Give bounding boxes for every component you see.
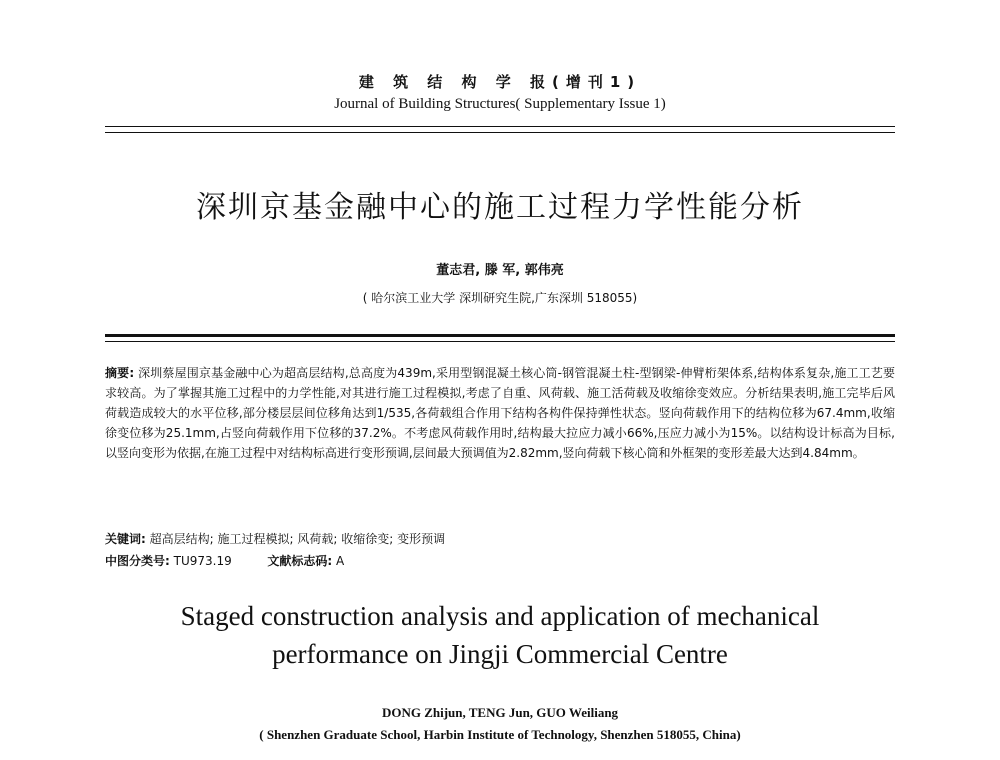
title-en-line1: Staged construction analysis and application of mechanical [180,601,820,631]
keywords-label: 关键词: [105,532,146,546]
journal-header [0,72,1000,114]
classification [105,552,895,570]
authors-cn: 董志君, 滕 军, 郭伟亮 [436,263,564,278]
section-rule-thin [105,341,895,342]
title-en-line2: performance on Jingji Commercial Centre [272,639,728,669]
doc-code-value: A [336,554,345,568]
authors-en: DONG Zhijun, TENG Jun, GUO Weiliang [381,705,619,720]
header-rule-top [105,126,895,127]
clc-label: 中图分类号: [105,554,170,568]
section-rule-thick [105,334,895,337]
clc-value: TU973.19 [173,554,232,568]
abstract [105,363,895,463]
doc-code-label: 文献标志码: [267,554,333,568]
affiliation-cn: ( 哈尔滨工业大学 深圳研究生院,广东深圳 518055) [362,291,638,305]
keywords [105,530,895,548]
abstract-text: 深圳蔡屋围京基金融中心为超高层结构,总高度为439m,采用型钢混凝土核心筒-钢管混凝土柱-型钢梁-伸臂桁架体系,结构体系复杂,施工工艺要求较高。为了掌握其施工过程中的力学性能,对其进行施工过程模拟,考虑了自重、风荷载、施工活荷载及收缩徐变效应。分析结果表明,施工完毕后风荷载造成较大的水平位移,部分楼层层间位移角达到1/535,各荷载组合作用下结构各构件保持弹性状态。竖向荷载作用下的结构位移为67.4mm,收缩徐变位移为25.1mm,占竖向荷载作用下位移的37.2%。不考虑风荷载作用时,结构最大拉应力减小66%,压应力减小为15%。以结构设计标高为目标,以竖向变形为依据,在施工过程中对结构标高进行变形预调,层间最大预调值为2.82mm,竖向荷载下核心筒和外框架的变形差最大达到4.84mm。 [105,366,895,460]
affiliation-en: ( Shenzhen Graduate School, Harbin Institute of Technology, Shenzhen 518055, China) [259,727,741,742]
journal-name-cn: 建 筑 结 构 学 报(增刊1) [358,73,642,91]
journal-name-en: Journal of Building Structures( Supplementary Issue 1) [334,96,666,112]
article-title-en [0,597,1000,673]
article-title-cn: 深圳京基金融中心的施工过程力学性能分析 [196,190,804,225]
abstract-label: 摘要: [105,366,135,380]
keywords-text: 超高层结构; 施工过程模拟; 风荷载; 收缩徐变; 变形预调 [149,532,446,546]
header-rule-bottom [105,132,895,133]
